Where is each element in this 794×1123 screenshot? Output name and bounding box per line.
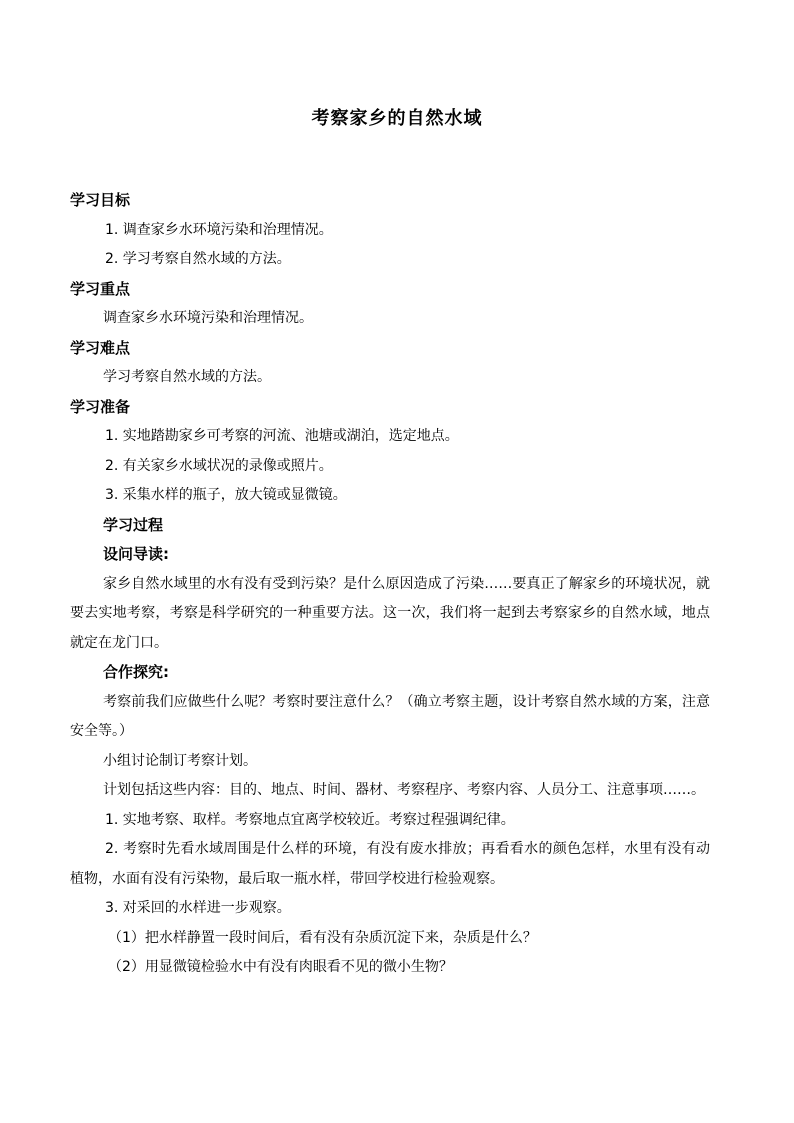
coop-heading: 合作探究: (103, 663, 169, 681)
step-item: 1. 实地考察、取样。考察地点宜离学校较近。考察过程强调纪律。 (105, 811, 515, 828)
prep-item: 2. 有关家乡水域状况的录像或照片。 (105, 457, 333, 474)
intro-paragraph: 家乡自然水域里的水有没有受到污染？是什么原因造成了污染……要真正了解家乡的环境状况，就要去实地考察，考察是科学研究的一种重要方法。这一次，我们将一起到去考察家乡的自然水域，地点就定在龙门口。 (70, 575, 710, 651)
key-heading: 学习重点 (70, 279, 131, 298)
document-body (70, 186, 710, 983)
page-title: 考察家乡的自然水域 (311, 108, 483, 129)
step-item: 3. 对采回的水样进一步观察。 (105, 900, 291, 916)
difficulty-text: 学习考察自然水域的方法。 (103, 369, 271, 385)
sub-step-item: （1）把水样静置一段时间后，看有没有杂质沉淀下来，杂质是什么？ (108, 929, 537, 946)
difficulty-heading: 学习难点 (70, 338, 131, 357)
intro-heading: 设问导读: (103, 545, 169, 563)
process-heading: 学习过程 (103, 515, 164, 534)
prep-heading: 学习准备 (70, 397, 131, 416)
coop-question: 考察前我们应做些什么呢？考察时要注意什么？（确立考察主题，设计考察自然水域的方案，注意安全等。） (70, 693, 710, 739)
prep-item: 1. 实地踏勘家乡可考察的河流、池塘或湖泊，选定地点。 (105, 428, 459, 444)
coop-plan: 小组讨论制订考察计划。 (103, 752, 257, 769)
coop-content: 计划包括这些内容：目的、地点、时间、器材、考察程序、考察内容、人员分工、注意事项……。 (103, 782, 705, 798)
step-item: 2. 考察时先看水域周围是什么样的环境，有没有废水排放；再看看水的颜色怎样，水里有没有动植物，水面有没有污染物，最后取一瓶水样，带回学校进行检验观察。 (70, 841, 710, 887)
prep-item: 3. 采集水样的瓶子，放大镜或显微镜。 (105, 487, 347, 503)
goal-item: 2. 学习考察自然水域的方法。 (105, 251, 291, 267)
key-text: 调查家乡水环境污染和治理情况。 (103, 310, 313, 326)
goals-heading: 学习目标 (70, 191, 131, 209)
goal-item: 1. 调查家乡水环境污染和治理情况。 (105, 221, 333, 238)
sub-step-item: （2）用显微镜检验水中有没有肉眼看不见的微小生物？ (108, 959, 453, 975)
